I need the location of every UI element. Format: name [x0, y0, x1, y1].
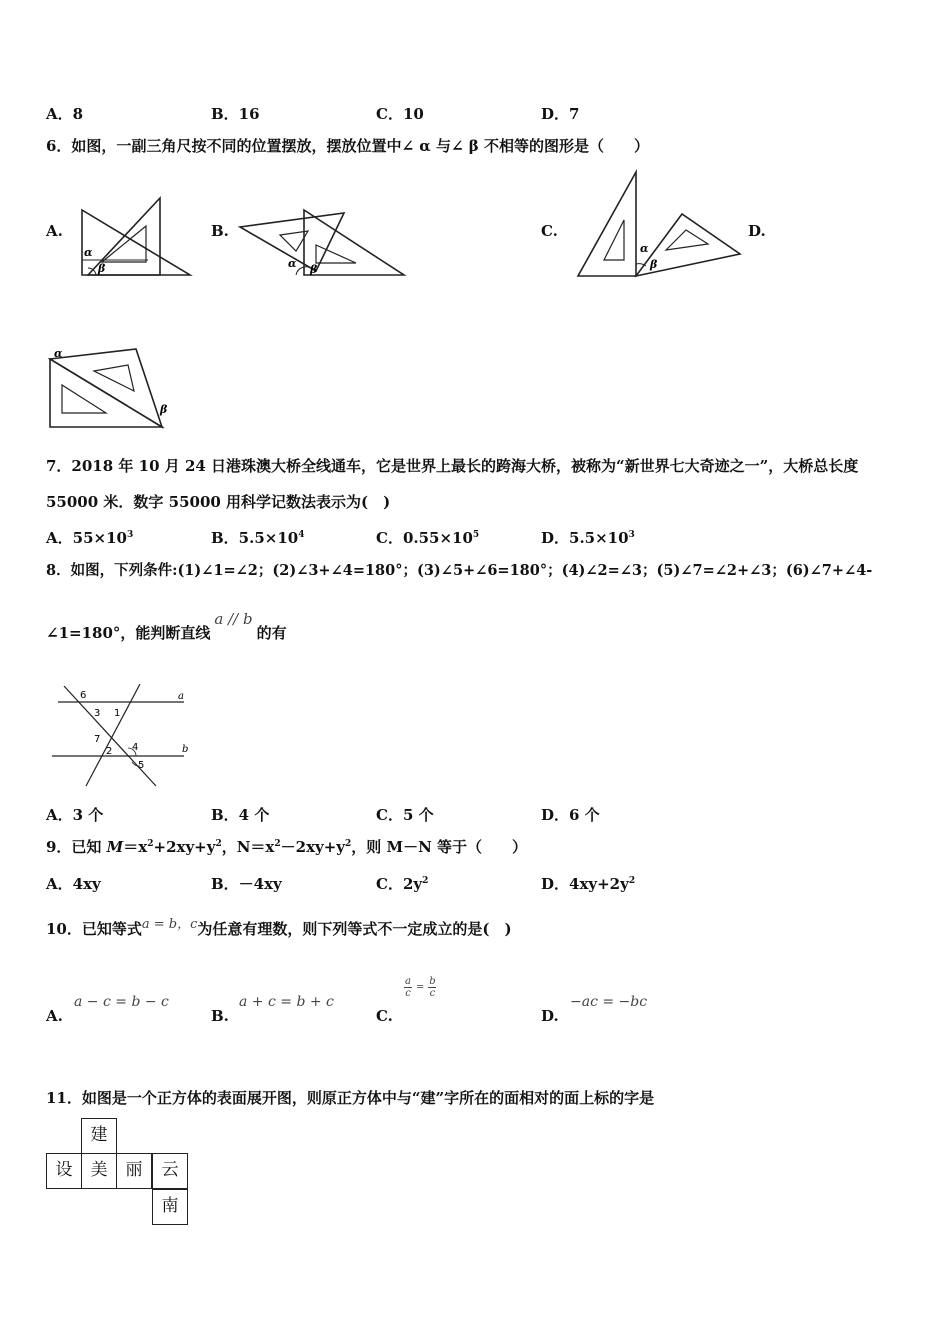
q10-stem: 10．已知等式a = b，c为任意有理数，则下列等式不一定成立的是( ) — [46, 917, 512, 938]
q8-label-1: 1 — [114, 708, 121, 719]
q5-option-d: D．7 — [541, 105, 580, 123]
net-cell-she: 设 — [46, 1153, 82, 1189]
net-cell-nan: 南 — [152, 1189, 188, 1225]
q9-option-a: A．4xy — [46, 875, 101, 893]
q10-math-condition: a = b，c — [141, 917, 198, 932]
q8-option-a: A．3 个 — [46, 806, 104, 824]
q8-label-2: 2 — [106, 746, 113, 757]
q8-figure — [44, 682, 194, 792]
q6-label-d: D. — [748, 222, 766, 240]
q8-line1: 8．如图，下列条件:(1)∠1=∠2；(2)∠3+∠4=180°；(3)∠5+∠6=180°；(4)∠2=∠3；(5)∠7=∠2+∠3；(6)∠7+∠4- — [46, 562, 873, 579]
q8-option-c: C．5 个 — [376, 806, 434, 824]
q6b-beta: β — [310, 263, 318, 276]
q5-option-c: C．10 — [376, 105, 424, 123]
q9-option-d: D．$4xy+2y^2$ — [541, 875, 636, 893]
q10-math-b: a + c = b + c — [239, 994, 334, 1010]
q7-option-c: C．$0.55\times 10^5$ — [376, 529, 480, 547]
q7-option-a: A．$55\times 10^3$ — [46, 529, 134, 547]
q6-figure-b — [236, 205, 411, 285]
q6-label-b: B. — [211, 222, 229, 240]
q6-label-a: A. — [46, 222, 63, 240]
q11-cube-net — [46, 1118, 190, 1226]
q6a-beta: β — [98, 262, 106, 275]
q7-line1: 7．2018 年 10 月 24 日港珠澳大桥全线通车，它是世界上最长的跨海大桥，被称为“新世界七大奇迹之一”，大桥总长度 — [46, 457, 859, 475]
q6d-beta: β — [160, 403, 168, 416]
q6-figure-a — [76, 190, 196, 282]
q8-label-7: 7 — [94, 734, 101, 745]
q10-math-c: a c = b c — [405, 976, 436, 999]
q8-option-d: D．6 个 — [541, 806, 600, 824]
q10-label-b: B. — [211, 1007, 229, 1025]
q7-option-b: B．$5.5\times 10^4$ — [211, 529, 305, 547]
q8-label-a: a — [178, 691, 184, 702]
q6c-beta: β — [650, 258, 658, 271]
q8-math-parallel: a // b — [214, 610, 253, 628]
net-cell-li: 丽 — [116, 1153, 152, 1189]
q8-option-b: B．4 个 — [211, 806, 270, 824]
q7-option-d: D．$5.5\times 10^3$ — [541, 529, 635, 547]
q6-figure-c — [574, 168, 746, 280]
net-cell-jian: 建 — [81, 1118, 117, 1154]
q8-label-6: 6 — [80, 690, 87, 701]
q10-math-d: −ac = −bc — [570, 994, 648, 1010]
q6c-alpha: α — [640, 242, 649, 255]
net-cell-yun: 云 — [152, 1153, 188, 1189]
q6d-alpha: α — [54, 347, 63, 360]
q9-option-b: B．－4xy — [211, 875, 282, 893]
q6a-alpha: α — [84, 246, 93, 259]
q8-label-5: 5 — [138, 760, 145, 771]
q10-label-d: D. — [541, 1007, 559, 1025]
q10-label-a: A. — [46, 1007, 63, 1025]
q8-line2: ∠1=180°，能判断直线a // b的有 — [46, 610, 287, 642]
q8-label-3: 3 — [94, 708, 101, 719]
q10-math-a: a − c = b − c — [74, 994, 169, 1010]
net-cell-mei: 美 — [81, 1153, 117, 1189]
q11-stem: 11．如图是一个正方体的表面展开图，则原正方体中与“建”字所在的面相对的面上标的字是 — [46, 1089, 655, 1107]
q5-option-a: A．8 — [46, 105, 84, 123]
q8-label-b: b — [182, 744, 189, 755]
q5-option-b: B．16 — [211, 105, 260, 123]
q9-option-c: C．$2y^2$ — [376, 875, 429, 893]
q6-stem: 6．如图，一副三角尺按不同的位置摆放，摆放位置中∠ α 与∠ β 不相等的图形是（ ） — [46, 137, 649, 155]
q6-label-c: C. — [541, 222, 558, 240]
q7-line2: 55000 米．数字 55000 用科学记数法表示为( ) — [46, 493, 391, 511]
q8-label-4: 4 — [132, 742, 139, 753]
q9-stem: 9．已知 $M=x^2+2xy+y^2$，$N=x^2-2xy+y^2$，则 M－N 等于（ ） — [46, 838, 528, 856]
q10-label-c: C. — [376, 1007, 393, 1025]
q6b-alpha: α — [288, 257, 297, 270]
q6-figure-d — [42, 345, 182, 431]
